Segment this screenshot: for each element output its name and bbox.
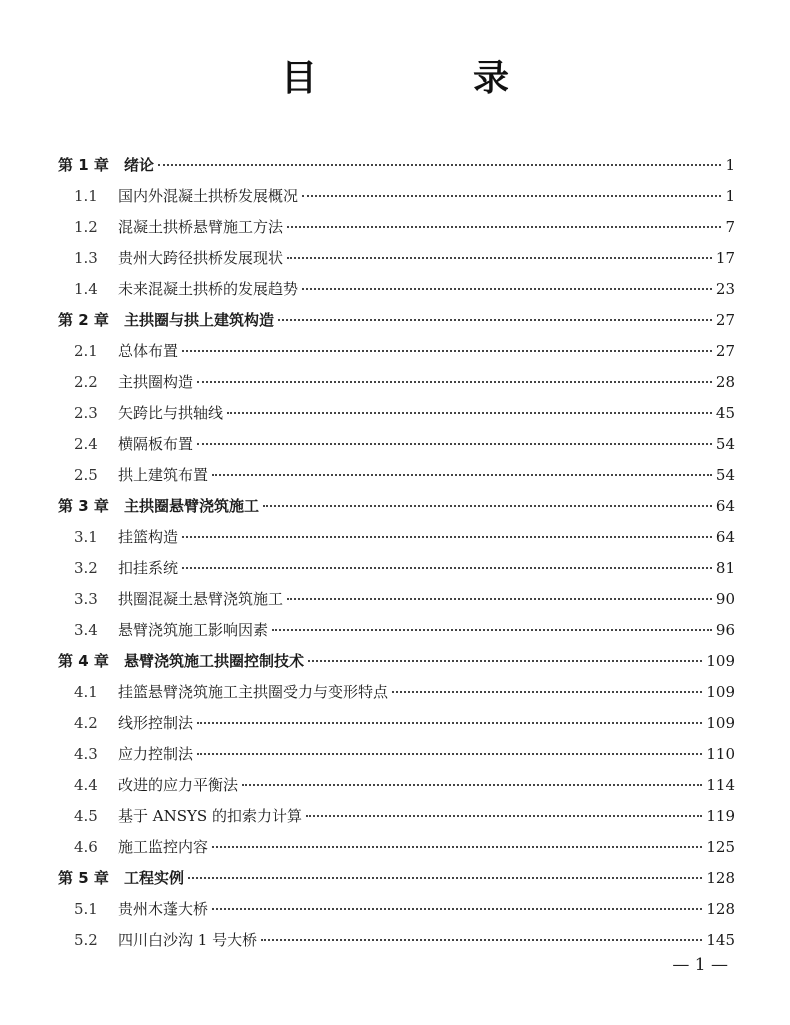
page-reference: 54 xyxy=(715,466,735,484)
dot-leader xyxy=(263,505,712,507)
page-reference: 1 xyxy=(725,187,735,205)
section-number: 4.1 xyxy=(74,683,98,701)
dot-leader xyxy=(197,443,712,445)
section-title: 总体布置 xyxy=(118,342,179,360)
toc-section-row[interactable] xyxy=(58,739,735,770)
page-reference: 81 xyxy=(715,559,735,577)
dot-leader xyxy=(197,381,712,383)
section-title: 扣挂系统 xyxy=(118,559,179,577)
page-reference: 90 xyxy=(715,590,735,608)
toc-section-row[interactable] xyxy=(58,708,735,739)
section-number: 2.3 xyxy=(74,404,98,422)
chapter-title: 工程实例 xyxy=(124,869,185,887)
dot-leader xyxy=(287,598,712,600)
section-title: 挂篮构造 xyxy=(118,528,179,546)
section-number: 3.1 xyxy=(74,528,98,546)
page-reference: 109 xyxy=(706,683,735,701)
chapter-number: 第 4 章 xyxy=(58,652,109,670)
dot-leader xyxy=(197,753,702,755)
dot-leader xyxy=(261,939,702,941)
dot-leader xyxy=(302,195,721,197)
section-title: 未来混凝土拱桥的发展趋势 xyxy=(118,280,299,298)
section-title: 线形控制法 xyxy=(118,714,194,732)
page-reference: 1 xyxy=(725,156,735,174)
dot-leader xyxy=(212,474,712,476)
dot-leader xyxy=(272,629,712,631)
toc-section-row[interactable] xyxy=(58,367,735,398)
dot-leader xyxy=(306,815,702,817)
toc-chapter-row[interactable] xyxy=(58,491,735,522)
section-number: 4.4 xyxy=(74,776,98,794)
section-number: 1.3 xyxy=(74,249,98,267)
chapter-number: 第 5 章 xyxy=(58,869,109,887)
dot-leader xyxy=(182,536,712,538)
toc-section-row[interactable] xyxy=(58,522,735,553)
section-number: 1.4 xyxy=(74,280,98,298)
dot-leader xyxy=(392,691,702,693)
toc-section-row[interactable] xyxy=(58,398,735,429)
chapter-number: 第 3 章 xyxy=(58,497,109,515)
page-reference: 28 xyxy=(715,373,735,391)
table-of-contents xyxy=(58,150,735,956)
section-title: 应力控制法 xyxy=(118,745,194,763)
toc-section-row[interactable] xyxy=(58,584,735,615)
toc-section-row[interactable] xyxy=(58,274,735,305)
dot-leader xyxy=(197,722,702,724)
toc-section-row[interactable] xyxy=(58,925,735,956)
toc-section-row[interactable] xyxy=(58,894,735,925)
toc-section-row[interactable] xyxy=(58,615,735,646)
section-number: 3.3 xyxy=(74,590,98,608)
chapter-number: 第 1 章 xyxy=(58,156,109,174)
toc-section-row[interactable] xyxy=(58,212,735,243)
page-reference: 7 xyxy=(725,218,735,236)
page-reference: 109 xyxy=(706,714,735,732)
section-title: 混凝土拱桥悬臂施工方法 xyxy=(118,218,284,236)
page-reference: 128 xyxy=(706,869,735,887)
dot-leader xyxy=(278,319,712,321)
section-title: 国内外混凝土拱桥发展概况 xyxy=(118,187,299,205)
section-title: 矢跨比与拱轴线 xyxy=(118,404,224,422)
page-reference: 145 xyxy=(706,931,735,949)
chapter-title: 主拱圈悬臂浇筑施工 xyxy=(124,497,260,515)
dot-leader xyxy=(182,567,712,569)
chapter-title: 悬臂浇筑施工拱圈控制技术 xyxy=(124,652,305,670)
page-number-footer: — 1 — xyxy=(672,955,728,975)
section-title: 挂篮悬臂浇筑施工主拱圈受力与变形特点 xyxy=(118,683,389,701)
toc-section-row[interactable] xyxy=(58,770,735,801)
section-number: 4.3 xyxy=(74,745,98,763)
page-reference: 96 xyxy=(715,621,735,639)
page-reference: 110 xyxy=(706,745,735,763)
section-title: 改进的应力平衡法 xyxy=(118,776,239,794)
dot-leader xyxy=(212,846,702,848)
section-title: 施工监控内容 xyxy=(118,838,209,856)
toc-section-row[interactable] xyxy=(58,832,735,863)
page-reference: 119 xyxy=(706,807,735,825)
section-number: 2.5 xyxy=(74,466,98,484)
page-reference: 45 xyxy=(715,404,735,422)
toc-section-row[interactable] xyxy=(58,460,735,491)
chapter-title: 主拱圈与拱上建筑构造 xyxy=(124,311,275,329)
section-number: 2.4 xyxy=(74,435,98,453)
page-reference: 17 xyxy=(715,249,735,267)
chapter-number: 第 2 章 xyxy=(58,311,109,329)
dot-leader xyxy=(188,877,702,879)
dot-leader xyxy=(302,288,712,290)
toc-chapter-row[interactable] xyxy=(58,863,735,894)
dot-leader xyxy=(287,257,712,259)
dot-leader xyxy=(212,908,702,910)
page-reference: 128 xyxy=(706,900,735,918)
section-number: 3.4 xyxy=(74,621,98,639)
section-number: 4.2 xyxy=(74,714,98,732)
section-title: 悬臂浇筑施工影响因素 xyxy=(118,621,269,639)
section-title: 拱上建筑布置 xyxy=(118,466,209,484)
page-reference: 64 xyxy=(715,497,735,515)
page-reference: 114 xyxy=(706,776,735,794)
section-number: 4.6 xyxy=(74,838,98,856)
dot-leader xyxy=(227,412,712,414)
toc-section-row[interactable] xyxy=(58,181,735,212)
toc-section-row[interactable] xyxy=(58,677,735,708)
page-reference: 125 xyxy=(706,838,735,856)
page-reference: 54 xyxy=(715,435,735,453)
chapter-title: 绪论 xyxy=(124,156,155,174)
toc-section-row[interactable] xyxy=(58,429,735,460)
section-number: 4.5 xyxy=(74,807,98,825)
section-number: 2.1 xyxy=(74,342,98,360)
page-title: 目 录 xyxy=(280,58,569,99)
section-number: 2.2 xyxy=(74,373,98,391)
toc-chapter-row[interactable] xyxy=(58,305,735,336)
section-title: 基于 ANSYS 的扣索力计算 xyxy=(118,807,302,825)
page-reference: 23 xyxy=(715,280,735,298)
page-reference: 27 xyxy=(715,311,735,329)
toc-section-row[interactable] xyxy=(58,336,735,367)
section-number: 1.1 xyxy=(74,187,98,205)
dot-leader xyxy=(308,660,702,662)
toc-chapter-row[interactable] xyxy=(58,646,735,677)
dot-leader xyxy=(242,784,702,786)
section-number: 3.2 xyxy=(74,559,98,577)
toc-section-row[interactable] xyxy=(58,553,735,584)
toc-section-row[interactable] xyxy=(58,801,735,832)
page-reference: 64 xyxy=(715,528,735,546)
section-title: 主拱圈构造 xyxy=(118,373,194,391)
dot-leader xyxy=(158,164,721,166)
toc-section-row[interactable] xyxy=(58,243,735,274)
section-title: 贵州木蓬大桥 xyxy=(118,900,209,918)
section-number: 1.2 xyxy=(74,218,98,236)
dot-leader xyxy=(182,350,712,352)
section-number: 5.1 xyxy=(74,900,98,918)
toc-chapter-row[interactable] xyxy=(58,150,735,181)
section-title: 四川白沙沟 1 号大桥 xyxy=(118,931,258,949)
section-title: 贵州大跨径拱桥发展现状 xyxy=(118,249,284,267)
section-title: 横隔板布置 xyxy=(118,435,194,453)
page-reference: 109 xyxy=(706,652,735,670)
section-number: 5.2 xyxy=(74,931,98,949)
section-title: 拱圈混凝土悬臂浇筑施工 xyxy=(118,590,284,608)
page-reference: 27 xyxy=(715,342,735,360)
dot-leader xyxy=(287,226,721,228)
